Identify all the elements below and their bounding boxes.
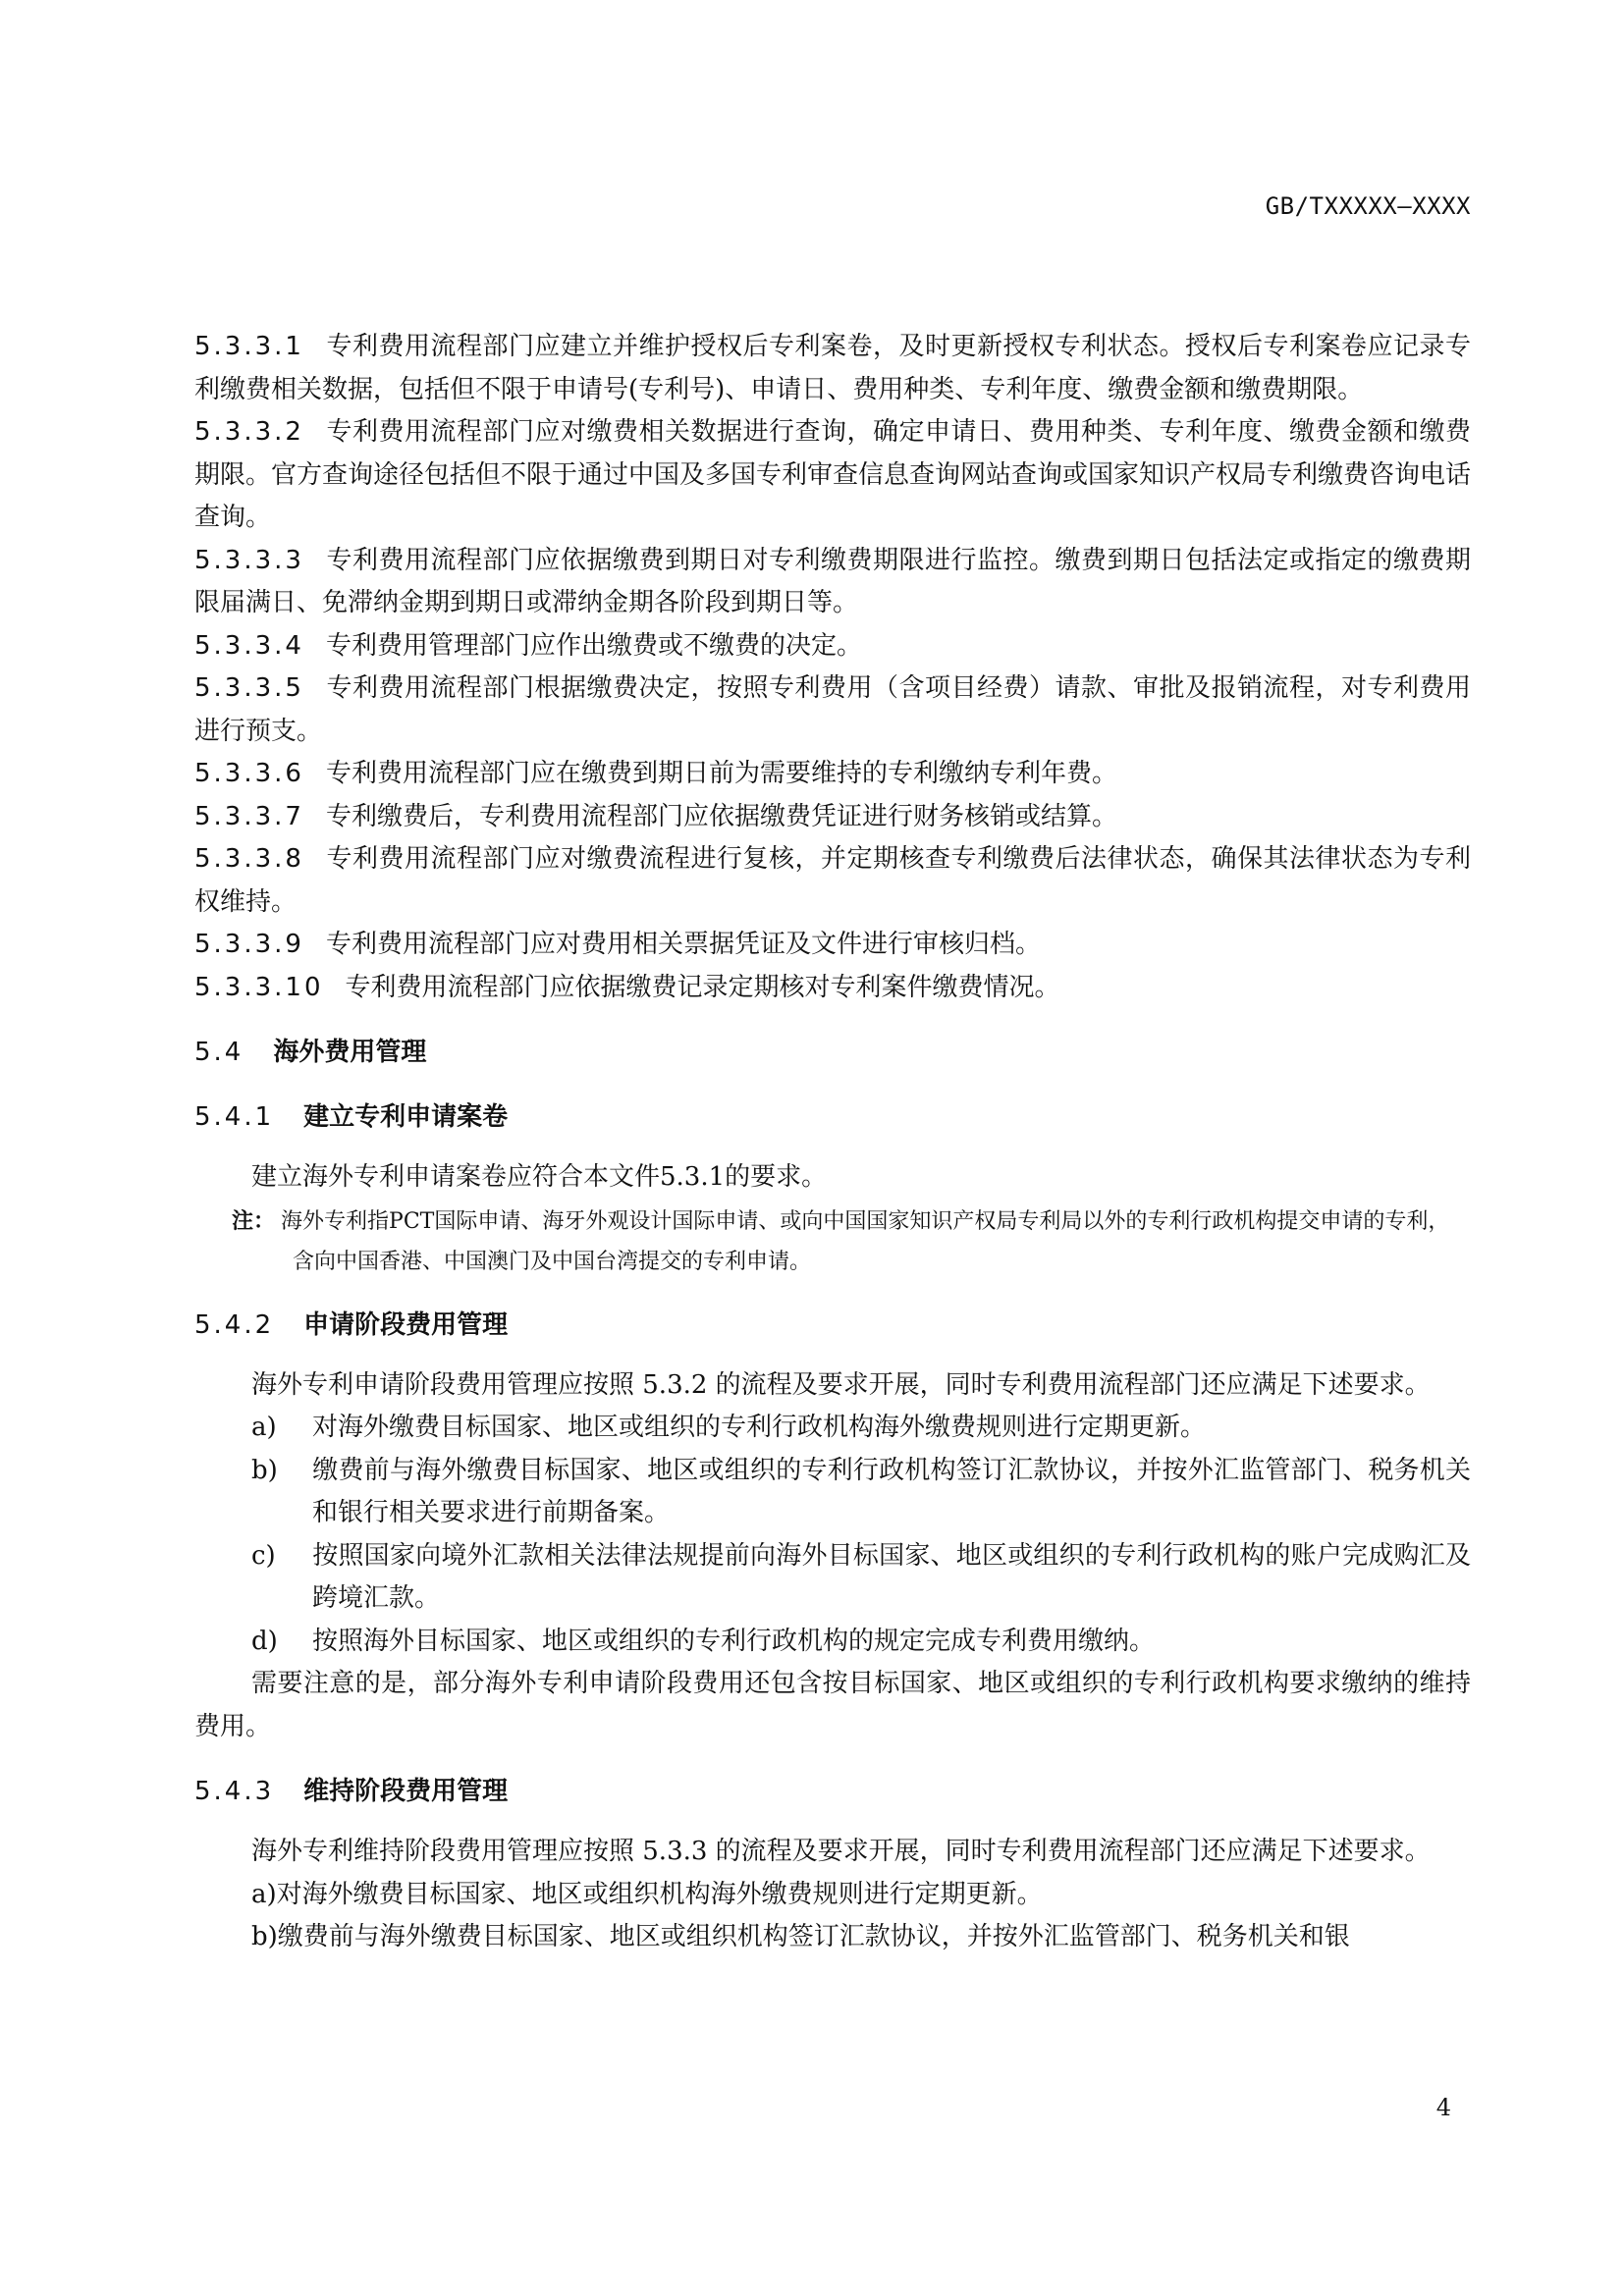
section-title: 海外费用管理: [273, 1038, 427, 1067]
list-marker: c): [251, 1540, 276, 1571]
list-item-b: b)缴费前与海外缴费目标国家、地区或组织机构签订汇款协议，并按外汇监管部门、税务机关和银: [251, 1922, 1350, 1951]
document-code: GB/TXXXXX—XXXX: [1265, 192, 1471, 220]
clause-5-3-3-1: [194, 326, 1471, 411]
clause-5-3-3-8: [194, 838, 1471, 924]
note-label: 注：: [232, 1208, 276, 1234]
list-marker: a): [251, 1413, 277, 1442]
clause-text: 专利费用管理部门应作出缴费或不缴费的决定。: [325, 630, 862, 661]
clause-text: 专利缴费后，专利费用流程部门应依据缴费凭证进行财务核销或结算。: [325, 801, 1117, 831]
clause-5-3-3-9: [194, 924, 1471, 967]
section-title: 申请阶段费用管理: [303, 1309, 509, 1340]
section-heading-5-4-3: [194, 1770, 1471, 1813]
section-number: 5.4.2: [194, 1309, 275, 1340]
clause-5-3-3-4: [194, 625, 1471, 668]
clause-text: 专利费用流程部门应在缴费到期日前为需要维持的专利缴纳专利年费。: [325, 759, 1117, 788]
clause-number: 5.3.3.2: [194, 417, 304, 447]
paragraph: 建立海外专利申请案卷应符合本文件5.3.1的要求。: [251, 1162, 828, 1192]
clause-text: 专利费用流程部门应对费用相关票据凭证及文件进行审核归档。: [325, 930, 1041, 959]
section-number: 5.4: [194, 1038, 244, 1067]
clause-number: 5.3.3.4: [194, 630, 304, 661]
page-number: 4: [1435, 2094, 1451, 2121]
clause-text: 专利费用流程部门应依据缴费记录定期核对专利案件缴费情况。: [345, 972, 1060, 1002]
section-heading-5-4-1: [194, 1095, 1471, 1139]
clause-text: 专利费用流程部门应对缴费相关数据进行查询，确定申请日、费用种类、专利年度、缴费金额和缴费期限。官方查询途径包括但不限于通过中国及多国专利审查信息查询网站查询或国家知识产权局专利缴费咨询电话查询。: [194, 417, 1472, 532]
clause-number: 5.3.3.3: [194, 545, 304, 575]
list-item-a: a)对海外缴费目标国家、地区或组织机构海外缴费规则进行定期更新。: [251, 1879, 1043, 1909]
list-item-text: 按照海外目标国家、地区或组织的专利行政机构的规定完成专利费用缴纳。: [312, 1626, 1156, 1656]
list-item-a: [194, 1407, 1471, 1450]
note-text: 海外专利指PCT国际申请、海牙外观设计国际申请、或向中国国家知识产权局专利局以外的专利行政机构提交申请的专利，含向中国香港、中国澳门及中国台湾提交的专利申请。: [281, 1208, 1450, 1274]
clause-text: 专利费用流程部门根据缴费决定，按照专利费用（含项目经费）请款、审批及报销流程，对专利费用进行预支。: [194, 673, 1471, 746]
section-heading-5-4: [194, 1031, 1471, 1074]
section-heading-5-4-2: [194, 1304, 1471, 1347]
clause-number: 5.3.3.10: [194, 972, 324, 1002]
clause-5-3-3-6: [194, 753, 1471, 796]
list-marker: d): [251, 1626, 278, 1656]
list-item-text: 缴费前与海外缴费目标国家、地区或组织的专利行政机构签订汇款协议，并按外汇监管部门、税务机关和银行相关要求进行前期备案。: [312, 1455, 1471, 1527]
list-item-b: [194, 1450, 1471, 1535]
clause-5-3-3-2: [194, 411, 1471, 540]
section-title: 建立专利申请案卷: [303, 1102, 509, 1132]
clause-number: 5.3.3.1: [194, 332, 304, 361]
clause-number: 5.3.3.5: [194, 673, 304, 703]
list-item-text: 对海外缴费目标国家、地区或组织的专利行政机构海外缴费规则进行定期更新。: [312, 1413, 1207, 1442]
clause-number: 5.3.3.7: [194, 801, 304, 831]
list-item-text: 按照国家向境外汇款相关法律法规提前向海外目标国家、地区或组织的专利行政机构的账户完成购汇及跨境汇款。: [312, 1540, 1471, 1613]
paragraph: 海外专利申请阶段费用管理应按照 5.3.2 的流程及要求开展，同时专利费用流程部门还应满足下述要求。: [251, 1369, 1431, 1400]
section-title: 维持阶段费用管理: [303, 1777, 509, 1806]
clause-number: 5.3.3.8: [194, 844, 304, 874]
clause-5-3-3-3: [194, 540, 1471, 625]
clause-5-3-3-7: [194, 796, 1471, 839]
list-item-d: [194, 1621, 1471, 1664]
section-number: 5.4.3: [194, 1777, 275, 1806]
clause-number: 5.3.3.9: [194, 930, 304, 959]
paragraph: 需要注意的是，部分海外专利申请阶段费用还包含按目标国家、地区或组织的专利行政机构要求缴纳的维持费用。: [194, 1669, 1471, 1741]
clause-text: 专利费用流程部门应建立并维护授权后专利案卷，及时更新授权专利状态。授权后专利案卷应记录专利缴费相关数据，包括但不限于申请号(专利号)、申请日、费用种类、专利年度、缴费金额和缴费期限。: [194, 332, 1471, 404]
section-number: 5.4.1: [194, 1102, 275, 1132]
clause-text: 专利费用流程部门应对缴费流程进行复核，并定期核查专利缴费后法律状态，确保其法律状态为专利权维持。: [194, 844, 1471, 917]
list-item-c: [194, 1535, 1471, 1621]
paragraph: 海外专利维持阶段费用管理应按照 5.3.3 的流程及要求开展，同时专利费用流程部门还应满足下述要求。: [251, 1837, 1431, 1866]
clause-5-3-3-5: [194, 667, 1471, 753]
clause-5-3-3-10: [194, 967, 1471, 1010]
document-body: [194, 326, 1471, 1959]
note: [194, 1201, 1471, 1282]
list-marker: b): [251, 1455, 278, 1485]
clause-number: 5.3.3.6: [194, 759, 304, 788]
clause-text: 专利费用流程部门应依据缴费到期日对专利缴费期限进行监控。缴费到期日包括法定或指定的缴费期限届满日、免滞纳金期到期日或滞纳金期各阶段到期日等。: [194, 545, 1471, 617]
